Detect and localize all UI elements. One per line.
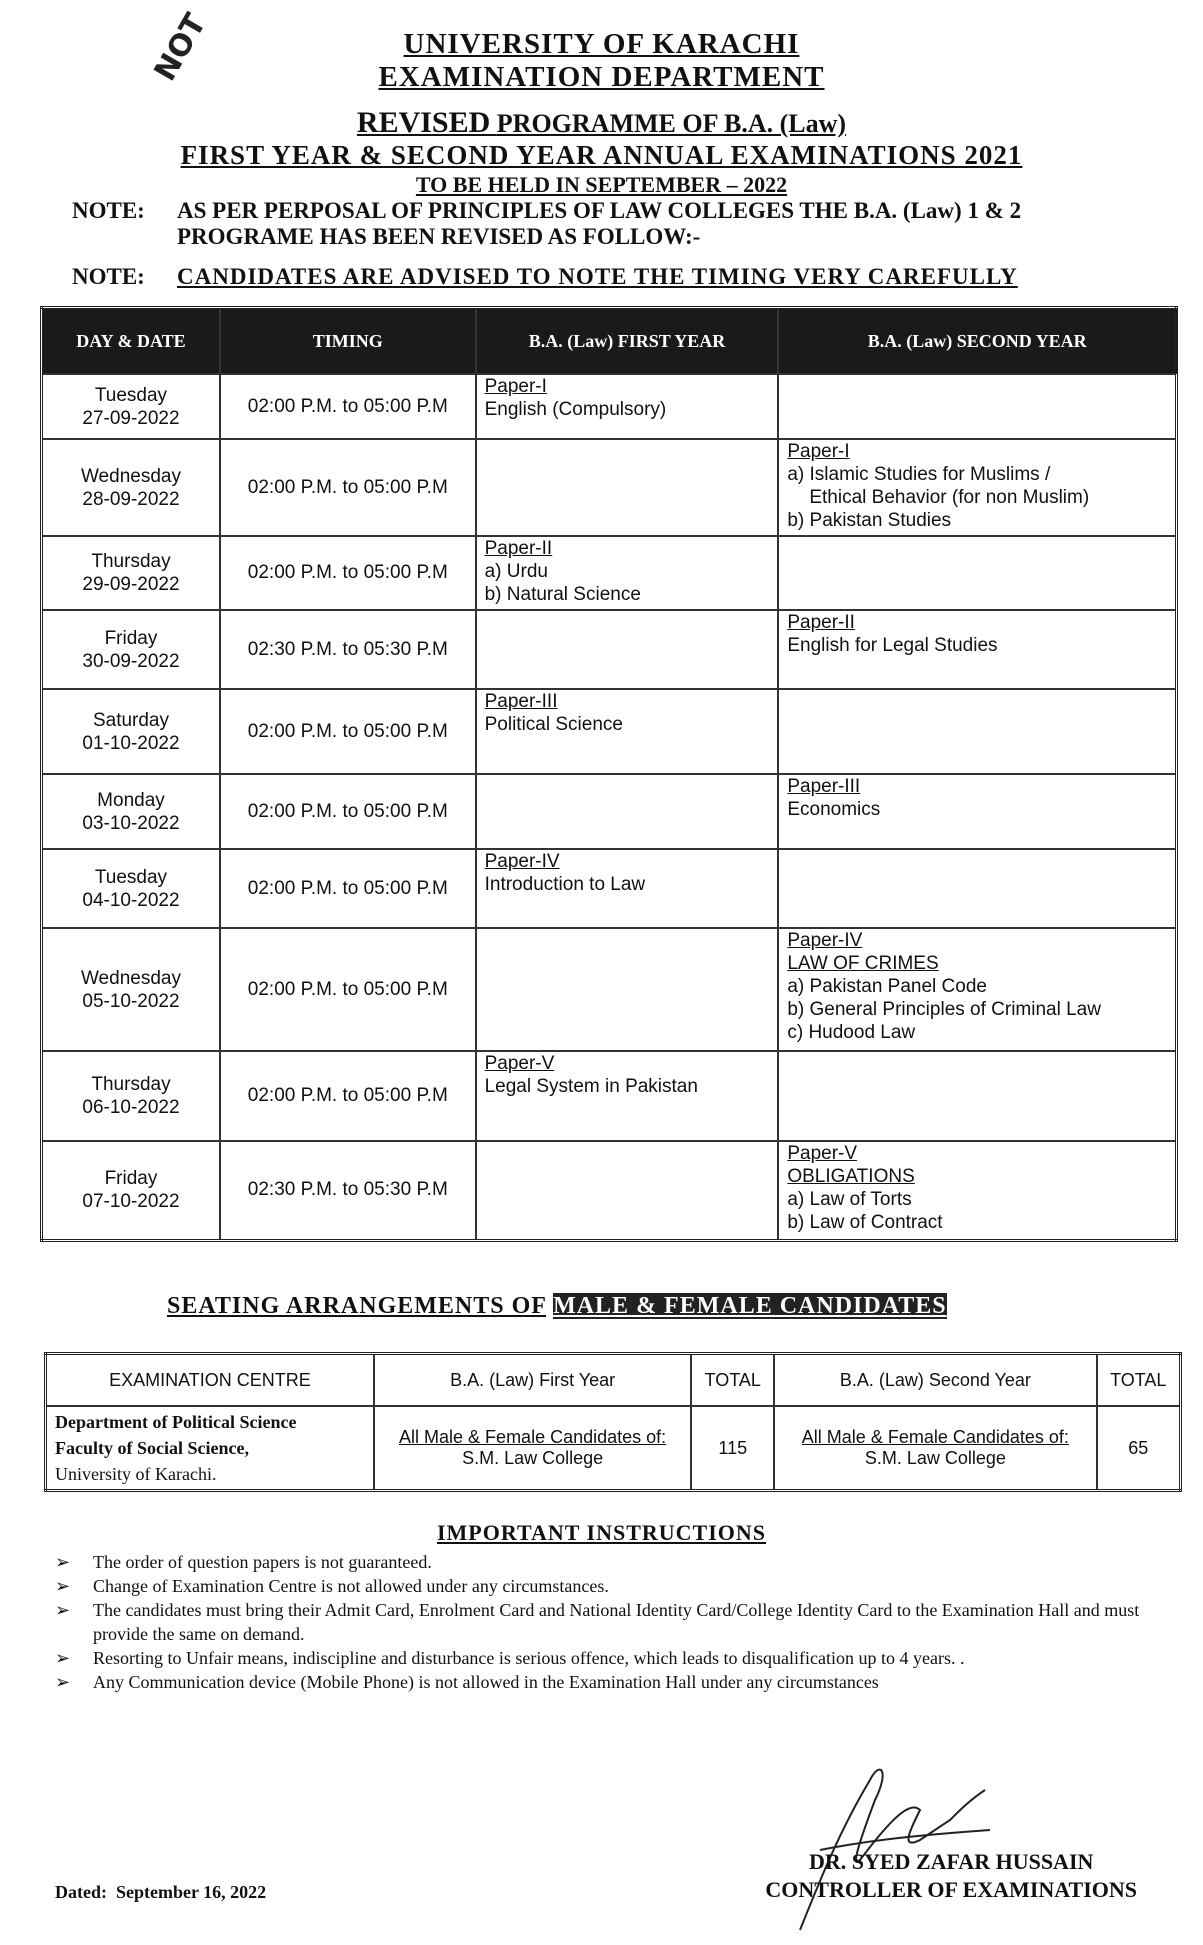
first-year-cell [476,928,779,1051]
first-year-cell [476,1141,779,1240]
paper-label: Paper-I [787,441,850,462]
seating-table [44,1352,1182,1492]
paper-label: Paper-V [484,1053,555,1074]
signature-block [765,1848,1137,1904]
date: 07-10-2022 [82,1191,180,1213]
paper-label: Paper-I [484,376,547,397]
college-name: S.M. Law College [864,1448,1006,1468]
subject-line: a) Law of Torts [787,1189,912,1210]
centre-line: Department of Political Science [55,1412,297,1432]
col-header-centre: EXAMINATION CENTRE [46,1354,374,1407]
instruction-item: ➢ Resorting to Unfair means, indiscipline and disturbance is serious offence, which leads to disqualification up to 4 years. . [55,1646,1165,1670]
date: 03-10-2022 [82,812,180,834]
col-header-day-date: DAY & DATE [42,308,220,375]
day-date-cell [42,439,220,536]
first-year-cell [476,439,779,536]
table-row [42,689,1177,774]
day: Friday [104,627,158,649]
table-row [42,610,1177,689]
note-text-2: PROGRAME HAS BEEN REVISED AS FOLLOW:- [177,224,701,249]
first-year-cell [476,689,779,774]
date: 05-10-2022 [82,990,180,1012]
instructions-list [55,1550,1165,1694]
document-subtitle: FIRST YEAR & SECOND YEAR ANNUAL EXAMINATIONS 2021 [180,140,1023,170]
timing-cell: 02:00 P.M. to 05:00 P.M [220,1051,476,1141]
first-year-total: 115 [691,1406,774,1491]
day: Thursday [91,551,171,572]
day-date-cell [42,374,220,439]
paper-label: Paper-II [787,612,855,633]
college-name: S.M. Law College [462,1448,604,1468]
day: Monday [97,789,165,811]
subject-line: Introduction to Law [484,874,646,895]
subject-line: English (Compulsory) [484,399,667,420]
subject-line: b) Pakistan Studies [787,510,952,531]
first-year-cell [476,374,779,439]
second-year-cell [778,689,1176,774]
subject-line: Ethical Behavior (for non Muslim) [809,487,1090,508]
day-date-cell [42,610,220,689]
date: 04-10-2022 [82,889,180,911]
paper-label: Paper-II [484,538,553,559]
day-date-cell [42,849,220,928]
day: Saturday [92,709,169,731]
signatory-designation: CONTROLLER OF EXAMINATIONS [765,1877,1137,1902]
seating-title-highlight: MALE & FEMALE CANDIDATES [553,1293,947,1319]
centre-line: University of Karachi. [55,1464,217,1484]
seating-title [167,1293,947,1320]
subject-line: a) Islamic Studies for Muslims / [787,464,1051,485]
second-year-candidates [774,1406,1096,1491]
subject-line: b) General Principles of Criminal Law [787,999,1101,1020]
table-row [46,1406,1181,1491]
paper-label: Paper-V [787,1143,858,1164]
table-row [42,1051,1177,1141]
second-year-cell [778,1141,1176,1240]
subject-line: c) Hudood Law [787,1022,916,1043]
day-date-cell [42,1051,220,1141]
second-year-cell [778,1051,1176,1141]
paper-label: Paper-III [787,776,861,797]
exam-centre [46,1406,374,1491]
first-year-cell [476,849,779,928]
first-year-cell [476,536,779,610]
col-header-total: TOTAL [691,1354,774,1407]
col-header-timing: TIMING [220,308,476,375]
signature-icon [760,1740,1020,1940]
instruction-item: ➢ Any Communication device (Mobile Phone) is not allowed in the Examination Hall under any circumstances [55,1670,1165,1694]
day-date-cell [42,536,220,610]
timing-cell: 02:00 P.M. to 05:00 P.M [220,536,476,610]
second-year-cell [778,374,1176,439]
dated-value: September 16, 2022 [116,1882,267,1902]
day: Thursday [91,1074,171,1095]
document-title [0,106,1203,140]
instruction-item: ➢ The candidates must bring their Admit Card, Enrolment Card and National Identity Card/College Identity Card to the Examination Hall and must provide the same on demand. [55,1598,1165,1646]
second-year-cell [778,536,1176,610]
held-date: TO BE HELD IN SEPTEMBER – 2022 [415,172,788,197]
title-revised: REVISED [356,106,491,139]
handwritten-note: NOT [147,7,214,88]
schedule-table [40,306,1178,1242]
note-text: AS PER PERPOSAL OF PRINCIPLES OF LAW COLLEGES THE B.A. (Law) 1 & 2 [177,198,1022,223]
instructions-title: IMPORTANT INSTRUCTIONS [436,1520,767,1545]
table-row [42,849,1177,928]
day-date-cell [42,928,220,1051]
subject-line: b) Law of Contract [787,1212,943,1233]
dated-label: Dated: [55,1882,107,1902]
timing-cell: 02:30 P.M. to 05:30 P.M [220,1141,476,1240]
day: Friday [104,1168,158,1190]
university-name: UNIVERSITY OF KARACHI [403,28,800,60]
note-1 [72,198,1021,250]
candidates-line: All Male & Female Candidates of: [399,1427,667,1447]
timing-cell: 02:30 P.M. to 05:30 P.M [220,610,476,689]
day-date-cell [42,774,220,849]
subject-line: LAW OF CRIMES [787,953,939,974]
subject-line: Economics [787,799,881,820]
table-row [42,439,1177,536]
paper-label: Paper-IV [787,930,863,951]
first-year-cell [476,1051,779,1141]
col-header-first-year: B.A. (Law) FIRST YEAR [476,308,779,375]
col-header-second-year: B.A. (Law) SECOND YEAR [778,308,1176,375]
col-header-first-year: B.A. (Law) First Year [374,1354,691,1407]
table-row [42,374,1177,439]
timing-cell: 02:00 P.M. to 05:00 P.M [220,439,476,536]
subject-line: a) Urdu [484,561,548,582]
date: 29-09-2022 [82,574,180,595]
second-year-cell [778,610,1176,689]
candidates-line: All Male & Female Candidates of: [801,1427,1069,1447]
timing-cell: 02:00 P.M. to 05:00 P.M [220,689,476,774]
table-row [42,928,1177,1051]
note-label: NOTE: [72,198,145,223]
day-date-cell [42,1141,220,1240]
second-year-cell [778,774,1176,849]
day-date-cell [42,689,220,774]
subject-line: b) Natural Science [484,584,641,605]
day: Wednesday [80,465,181,487]
paper-label: Paper-III [484,691,558,712]
timing-cell: 02:00 P.M. to 05:00 P.M [220,374,476,439]
subject-line: English for Legal Studies [787,635,998,656]
date: 27-09-2022 [82,407,180,429]
second-year-total: 65 [1097,1406,1181,1491]
instruction-item: ➢ The order of question papers is not guaranteed. [55,1550,1165,1574]
subject-line: a) Pakistan Panel Code [787,976,987,997]
first-year-cell [476,610,779,689]
department-name: EXAMINATION DEPARTMENT [378,61,825,93]
subject-line: Legal System in Pakistan [484,1076,698,1097]
subject-line: OBLIGATIONS [787,1166,915,1187]
second-year-cell [778,439,1176,536]
seating-title-plain: SEATING ARRANGEMENTS OF [167,1293,547,1319]
second-year-cell [778,849,1176,928]
note-text: CANDIDATES ARE ADVISED TO NOTE THE TIMING VERY CAREFULLY [177,264,1018,289]
table-row [42,774,1177,849]
day: Tuesday [94,866,168,888]
timing-cell: 02:00 P.M. to 05:00 P.M [220,774,476,849]
note-label: NOTE: [72,264,145,289]
date: 30-09-2022 [82,650,180,672]
timing-cell: 02:00 P.M. to 05:00 P.M [220,928,476,1051]
first-year-candidates [374,1406,691,1491]
note-2 [72,264,1018,290]
day: Tuesday [94,384,168,406]
second-year-cell [778,928,1176,1051]
centre-line: Faculty of Social Science, [55,1438,249,1458]
subject-line: Political Science [484,714,623,735]
dated [55,1882,266,1903]
date: 28-09-2022 [82,488,180,510]
timing-cell: 02:00 P.M. to 05:00 P.M [220,849,476,928]
title-rest: PROGRAMME OF B.A. (Law) [496,109,847,138]
col-header-second-year: B.A. (Law) Second Year [774,1354,1096,1407]
instruction-item: ➢ Change of Examination Centre is not allowed under any circumstances. [55,1574,1165,1598]
col-header-total: TOTAL [1097,1354,1181,1407]
signatory-name: DR. SYED ZAFAR HUSSAIN [808,1849,1094,1874]
day: Wednesday [80,967,181,989]
date: 06-10-2022 [82,1097,180,1118]
paper-label: Paper-IV [484,851,560,872]
table-row [42,536,1177,610]
date: 01-10-2022 [82,732,180,754]
table-row [42,1141,1177,1240]
first-year-cell [476,774,779,849]
